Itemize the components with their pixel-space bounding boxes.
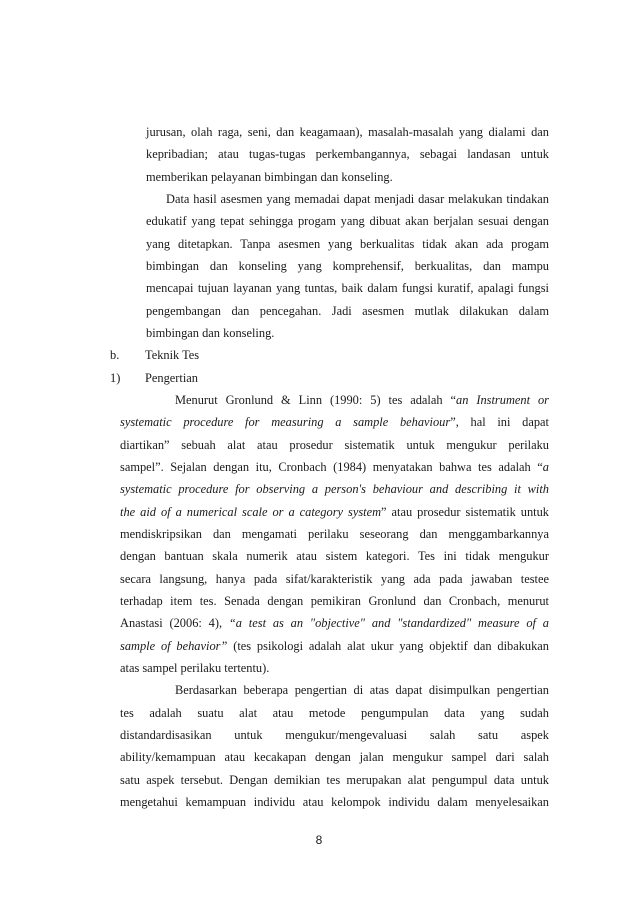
paragraph-line: diartikan” sebuah alat atau prosedur sistematik untuk mengukur perilaku xyxy=(120,438,549,452)
paragraph-line: the aid of a numerical scale or a category system” atau prosedur sistematik untuk xyxy=(120,505,549,519)
paragraph-line: edukatif yang tepat sehingga progam yang dibuat akan berjalan sesuai dengan xyxy=(146,214,549,228)
paragraph-line: Berdasarkan beberapa pengertian di atas dapat disimpulkan pengertian xyxy=(175,683,549,697)
paragraph-line: pengembangan dan pencegahan. Jadi asesmen mutlak dilakukan dalam xyxy=(146,304,549,318)
paragraph-line: mencapai tujuan layanan yang tuntas, baik dalam fungsi kuratif, apalagi fungsi xyxy=(146,281,549,295)
paragraph-line: yang ditetapkan. Tanpa asesmen yang berkualitas tidak akan ada progam xyxy=(146,237,549,251)
paragraph-line: satu aspek tersebut. Dengan demikian tes merupakan alat pengumpul data untuk xyxy=(120,773,549,787)
heading-b-number: b. xyxy=(110,348,120,362)
paragraph-line: sample of behavior” (tes psikologi adalah alat ukur yang objektif dan dibakukan xyxy=(120,639,549,653)
paragraph-line: Anastasi (2006: 4), “a test as an "objective" and "standardized" measure of a xyxy=(120,616,549,630)
paragraph-line: Menurut Gronlund & Linn (1990: 5) tes adalah “an Instrument or xyxy=(175,393,549,407)
paragraph-line: secara langsung, hanya pada sifat/karakteristik yang ada pada jawaban testee xyxy=(120,572,549,586)
paragraph-line: tes adalah suatu alat atau metode pengumpulan data yang sudah xyxy=(120,706,549,720)
heading-1-label: Pengertian xyxy=(145,371,198,385)
paragraph-line: kepribadian; atau tugas-tugas perkembangannya, sebagai landasan untuk xyxy=(146,147,549,161)
paragraph-line: dengan bantuan skala numerik atau sistem kategori. Tes ini tidak mengukur xyxy=(120,549,549,563)
heading-b-label: Teknik Tes xyxy=(145,348,200,362)
paragraph-line: Data hasil asesmen yang memadai dapat menjadi dasar melakukan tindakan xyxy=(166,192,549,206)
paragraph-line: sampel”. Sejalan dengan itu, Cronbach (1984) menyatakan bahwa tes adalah “a xyxy=(120,460,549,474)
paragraph-line: jurusan, olah raga, seni, dan keagamaan), masalah-masalah yang dialami dan xyxy=(146,125,549,139)
paragraph-line: bimbingan dan konseling. xyxy=(146,326,275,340)
heading-1-number: 1) xyxy=(110,371,121,385)
paragraph-line: mengetahui kemampuan individu atau kelompok individu dalam menyelesaikan xyxy=(120,795,549,809)
paragraph-line: distandardisasikan untuk mengukur/mengevaluasi salah satu aspek xyxy=(120,728,549,742)
page-number: 8 xyxy=(315,833,323,847)
paragraph-line: mendiskripsikan dan mengamati perilaku seseorang dan menggambarkannya xyxy=(120,527,549,541)
paragraph-line: atas sampel perilaku tertentu). xyxy=(120,661,270,675)
paragraph-line: ability/kemampuan atau kecakapan dengan jalan mengukur sampel dari salah xyxy=(120,750,549,764)
paragraph-line: terhadap item tes. Senada dengan pemikiran Gronlund dan Cronbach, menurut xyxy=(120,594,549,608)
paragraph-line: bimbingan dan konseling yang komprehensif, berkualitas, dan mampu xyxy=(146,259,549,273)
paragraph-line: systematic procedure for observing a person's behaviour and describing it with xyxy=(120,482,549,496)
paragraph-line: memberikan pelayanan bimbingan dan konseling. xyxy=(146,170,393,184)
paragraph-line: systematic procedure for measuring a sample behaviour”, hal ini dapat xyxy=(120,415,549,429)
